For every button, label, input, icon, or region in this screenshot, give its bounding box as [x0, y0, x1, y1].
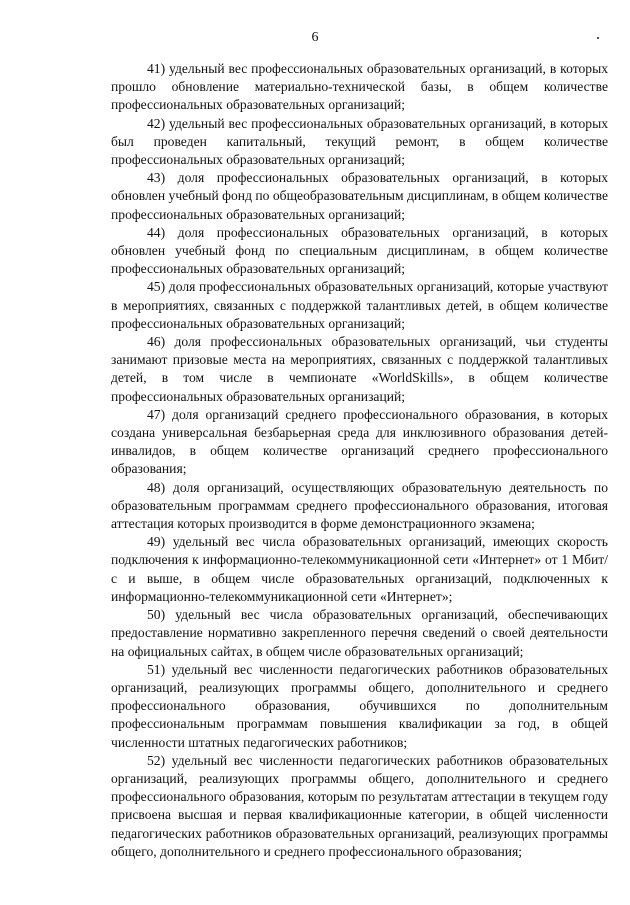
list-item-41: 41) удельный вес профессиональных образовательных организаций, в которых прошло обновление материально-технической базы, в общем количестве профессиональных образовательных организаций; [111, 61, 608, 113]
list-item-48: 48) доля организаций, осуществляющих образовательную деятельность по образовательным программам среднего профессионального образования, итоговая аттестация которых производится в форме демонстрационного экзамена; [111, 479, 608, 532]
list-item-49: 49) удельный вес числа образовательных организаций, имеющих скорость подключения к информационно-телекоммуникационной сети «Интернет» от 1 Мбит/с и выше, в общем числе образовательных организаций, подключенных к информационно-телекоммуникационной сети «Интернет»; [111, 534, 608, 604]
list-item-52: 52) удельный вес численности педагогических работников образовательных организаций, реализующих программы общего, дополнительного и среднего профессионального образования, которым по результатам аттестации в текущем году присвоена высшая и первая квалификационные категории, в общей численности педагогических работников образовательных организаций, реализующих программы общего, дополнительного и среднего профессионального образования; [111, 752, 608, 859]
list-item-51: 51) удельный вес численности педагогических работников образовательных организаций, реализующих программы общего, дополнительного и среднего профессионального образования, обучившихся по дополнительным профессиональным программам повышения квалификации за год, в общей численности штатных педагогических работников; [111, 661, 608, 750]
list-item-44: 44) доля профессиональных образовательных организаций, в которых обновлен учебный фонд по специальным дисциплинам, в общем количестве профессиональных образовательных организаций; [111, 224, 608, 277]
document-body [111, 60, 608, 861]
list-item-50: 50) удельный вес числа образовательных организаций, обеспечивающих предоставление нормативно закрепленного перечня сведений о своей деятельности на официальных сайтах, в общем числе образовательных организаций; [111, 607, 608, 659]
list-item-42: 42) удельный вес профессиональных образовательных организаций, в которых был проведен капитальный, текущий ремонт, в общем количестве профессиональных образовательных организаций; [111, 115, 608, 168]
page-number: 6 [311, 30, 319, 45]
list-item-46: 46) доля профессиональных образовательных организаций, чьи студенты занимают призовые места на мероприятиях, связанных с поддержкой талантливых детей, в том числе в чемпионате «WorldSkills», в общем количестве профессиональных образовательных организаций; [111, 334, 608, 404]
list-item-47: 47) доля организаций среднего профессионального образования, в которых создана универсальная безбарьерная среда для инклюзивного образования детей-инвалидов, в общем количестве организаций среднего профессионального образования; [111, 406, 608, 477]
list-item-43: 43) доля профессиональных образовательных организаций, в которых обновлен учебный фонд по общеобразовательным дисциплинам, в общем количестве профессиональных образовательных организаций; [111, 170, 608, 222]
list-item-45: 45) доля профессиональных образовательных организаций, которые участвуют в мероприятиях, связанных с поддержкой талантливых детей, в общем количестве профессиональных образовательных организаций; [111, 279, 608, 331]
scan-speck [597, 37, 599, 39]
